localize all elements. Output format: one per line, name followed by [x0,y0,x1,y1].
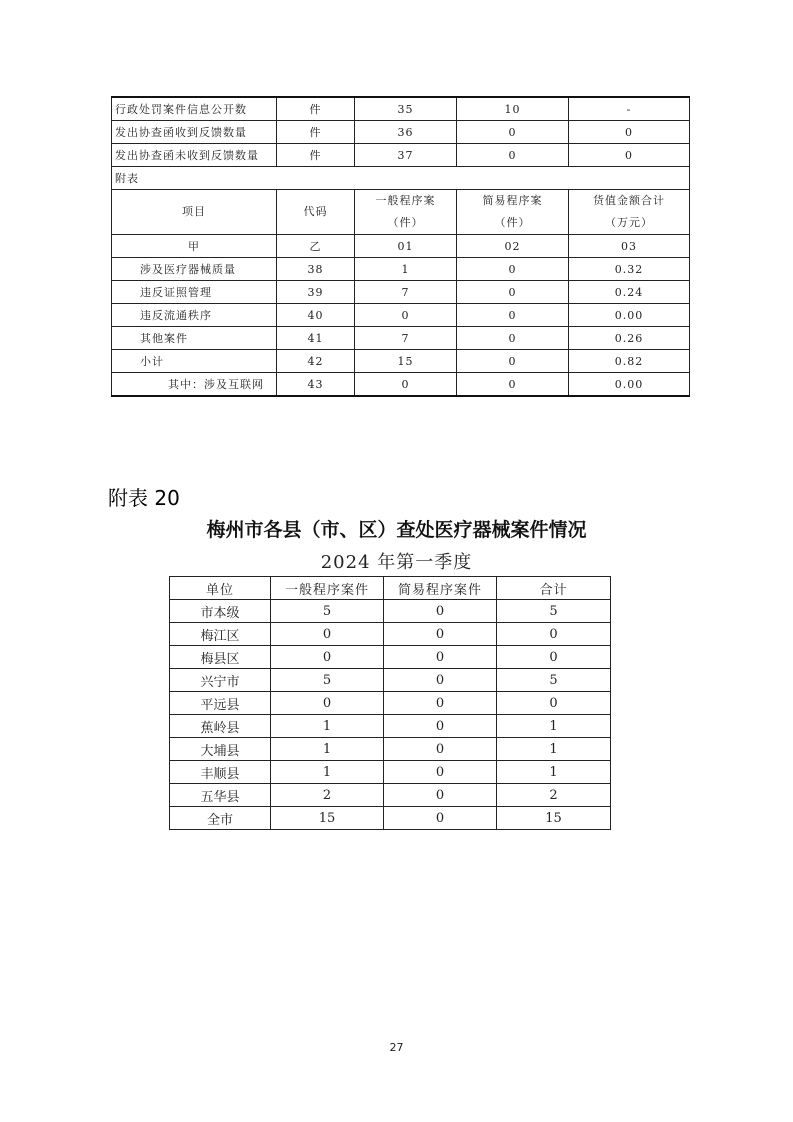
row-simple: 0 [384,784,497,807]
row-total: 0 [497,646,611,669]
row-general: 0 [271,623,384,646]
row-general: 0 [355,304,457,327]
row-simple: 0 [384,715,497,738]
row-general: 1 [355,258,457,281]
row-value: 0 [569,144,690,167]
row-item: 其他案件 [112,327,277,350]
row-item: 其中：涉及互联网 [112,373,277,397]
row-total: 1 [497,761,611,784]
table-row [112,327,690,350]
header-general-unit: （件） [387,216,424,229]
county-cases-table [169,576,611,830]
row-unit: 五华县 [170,784,271,807]
table-row [112,258,690,281]
row-value: 0.32 [569,258,690,281]
header-row [112,190,690,235]
row-general: 7 [355,327,457,350]
header-general-label: 一般程序案 [375,194,436,207]
header-value-label: 货值金额合计 [593,194,665,207]
table-row [170,761,611,784]
table-row [170,600,611,623]
row-unit: 大埔县 [170,738,271,761]
row-code: 41 [277,327,355,350]
row-value: 0.24 [569,281,690,304]
row-simple: 0 [457,281,569,304]
case-statistics-table [111,96,690,397]
row-unit: 市本级 [170,600,271,623]
row-general: 15 [355,350,457,373]
index-c1: 01 [355,235,457,258]
page-number: 27 [389,1041,404,1054]
row-code: 42 [277,350,355,373]
row-code: 40 [277,304,355,327]
table-row [170,692,611,715]
page-title: 梅州市各县（市、区）查处医疗器械案件情况 [206,519,587,541]
index-code: 乙 [277,235,355,258]
row-value: 0 [457,144,569,167]
row-code: 36 [355,121,457,144]
row-value: 0.00 [569,373,690,397]
row-general: 2 [271,784,384,807]
table-row [170,738,611,761]
table-row [112,121,690,144]
period-subtitle: 2024 年第一季度 [320,552,473,573]
header-simple: 简易程序案件 [384,577,497,600]
header-simple-unit: （件） [494,216,531,229]
row-simple: 0 [384,623,497,646]
row-label: 行政处罚案件信息公开数 [112,97,277,121]
appendix-label-cell: 附表 [112,167,690,190]
row-simple: 0 [384,738,497,761]
index-item: 甲 [112,235,277,258]
row-general: 0 [355,373,457,397]
row-label: 发出协查函收到反馈数量 [112,121,277,144]
appendix-row [112,167,690,190]
row-value: 0.26 [569,327,690,350]
row-total: 1 [497,738,611,761]
row-general: 1 [271,738,384,761]
row-unit: 丰顺县 [170,761,271,784]
row-code: 38 [277,258,355,281]
row-value: 0.82 [569,350,690,373]
row-item: 涉及医疗器械质量 [112,258,277,281]
row-simple: 0 [457,373,569,397]
row-simple: 0 [384,807,497,830]
row-unit: 梅县区 [170,646,271,669]
header-item: 项目 [112,190,277,235]
row-general: 15 [271,807,384,830]
table-row [170,646,611,669]
table-row [170,669,611,692]
header-general [355,190,457,235]
row-unit: 平远县 [170,692,271,715]
row-unit: 件 [277,97,355,121]
row-unit: 蕉岭县 [170,715,271,738]
row-general: 1 [271,761,384,784]
row-item: 小计 [112,350,277,373]
index-row [112,235,690,258]
row-general: 0 [271,692,384,715]
row-item: 违反流通秩序 [112,304,277,327]
total-row [170,807,611,830]
index-c2: 02 [457,235,569,258]
header-simple-label: 简易程序案 [482,194,543,207]
header-code: 代码 [277,190,355,235]
row-code: 37 [355,144,457,167]
row-total: 0 [497,692,611,715]
row-value: 0 [569,121,690,144]
row-simple: 0 [384,669,497,692]
row-unit: 兴宁市 [170,669,271,692]
row-item: 违反证照管理 [112,281,277,304]
row-code: 43 [277,373,355,397]
row-general: 5 [271,600,384,623]
header-row [170,577,611,600]
index-c3: 03 [569,235,690,258]
row-total: 5 [497,600,611,623]
table-row [170,623,611,646]
header-value [569,190,690,235]
row-general: 5 [271,669,384,692]
header-simple [457,190,569,235]
row-unit: 梅江区 [170,623,271,646]
row-total: 2 [497,784,611,807]
table-row [112,373,690,397]
table-row [112,97,690,121]
row-value: - [569,97,690,121]
row-total: 0 [497,623,611,646]
row-total: 1 [497,715,611,738]
subtotal-row [112,350,690,373]
table-row [112,281,690,304]
row-general: 1 [271,715,384,738]
row-unit: 件 [277,144,355,167]
header-general: 一般程序案件 [271,577,384,600]
row-simple: 0 [384,646,497,669]
header-total: 合计 [497,577,611,600]
row-simple: 0 [384,600,497,623]
header-value-unit: （万元） [605,216,653,229]
row-simple: 0 [457,327,569,350]
row-code: 35 [355,97,457,121]
row-code: 39 [277,281,355,304]
row-total: 5 [497,669,611,692]
row-value: 0.00 [569,304,690,327]
row-label: 发出协查函未收到反馈数量 [112,144,277,167]
row-simple: 0 [384,761,497,784]
table-row [170,784,611,807]
row-unit: 全市 [170,807,271,830]
row-value: 0 [457,121,569,144]
table-row [112,144,690,167]
row-value: 10 [457,97,569,121]
row-simple: 0 [457,258,569,281]
row-general: 0 [271,646,384,669]
row-total: 15 [497,807,611,830]
table-row [112,304,690,327]
row-simple: 0 [457,304,569,327]
header-unit: 单位 [170,577,271,600]
row-unit: 件 [277,121,355,144]
appendix-label: 附表 20 [108,486,180,510]
row-simple: 0 [457,350,569,373]
row-simple: 0 [384,692,497,715]
row-general: 7 [355,281,457,304]
table-row [170,715,611,738]
